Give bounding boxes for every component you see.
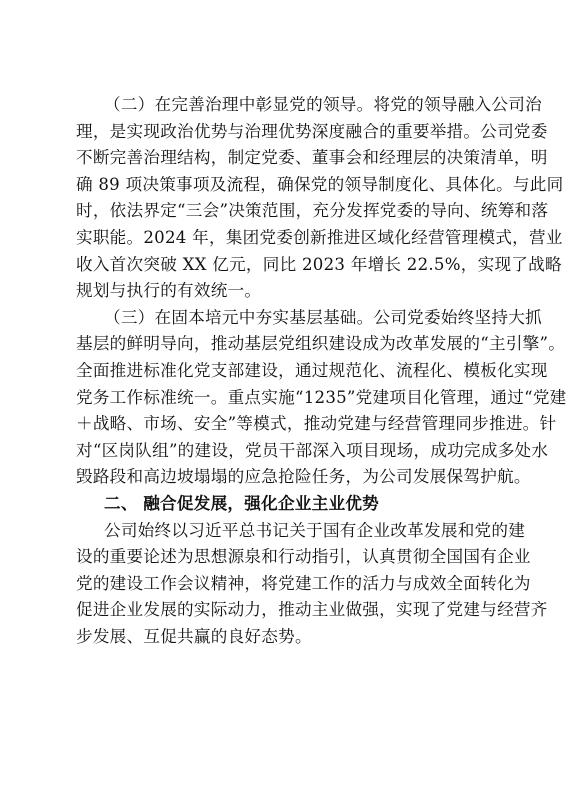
text-line: 对“区岗队组”的建设，党员干部深入项目现场，成功完成多处水 — [76, 440, 549, 460]
paragraph-grassroots — [76, 305, 567, 491]
text-line: 设的重要论述为思想源泉和行动指引，认真贯彻全国国有企业 — [76, 547, 531, 567]
text-line: 不断完善治理结构，制定党委、董事会和经理层的决策清单，明 — [76, 148, 548, 168]
paragraph-governance — [76, 92, 564, 305]
text-line: 全面推进标准化党支部建设，通过规范化、流程化、模板化实现 — [76, 360, 548, 380]
section-title: 融合促发展，强化企业主业优势 — [143, 493, 380, 513]
text-line: 促进企业发展的实际动力，推动主业做强，实现了党建与经营齐 — [76, 600, 548, 620]
text-line: 基层的鲜明导向，推动基层党组织建设成为改革发展的“主引擎”。 — [76, 334, 566, 354]
text-line: 毁路段和高边坡塌塌的应急抢险任务，为公司发展保驾护航。 — [76, 467, 531, 487]
document-body — [76, 92, 567, 650]
text-line: 确 89 项决策事项及流程，确保党的领导制度化、具体化。与此同 — [76, 174, 564, 194]
text-line: 步发展、互促共赢的良好态势。 — [76, 626, 312, 646]
text-line: 时，依法界定“三会”决策范围，充分发挥党委的导向、统筹和落 — [76, 201, 549, 221]
text-line: 收入首次突破 XX 亿元，同比 2023 年增长 22.5%，实现了战略 — [76, 254, 562, 274]
text-line: 实职能。2024 年，集团党委创新推进区域化经营管理模式，营业 — [76, 227, 563, 247]
text-line: ＋战略、市场、安全”等模式，推动党建与经营管理同步推进。针 — [76, 414, 557, 434]
text-line: （二）在完善治理中彰显党的领导。将党的领导融入公司治 — [104, 95, 542, 114]
text-line: 党的建设工作会议精神，将党建工作的活力与成效全面转化为 — [76, 573, 531, 593]
paragraph-closing — [76, 518, 548, 651]
text-line: （三）在固本培元中夯实基层基础。公司党委始终坚持大抓 — [104, 307, 542, 327]
text-line: 规划与执行的有效统一。 — [76, 281, 262, 301]
text-line: 理，是实现政治优势与治理优势深度融合的重要举措。公司党委 — [76, 121, 548, 141]
text-line: 党务工作标准统一。重点实施“1235”党建项目化管理，通过“党建 — [76, 387, 567, 407]
section-heading — [76, 491, 504, 518]
section-number: 二、 — [104, 493, 138, 513]
text-line: 公司始终以习近平总书记关于国有企业改革发展和党的建 — [104, 520, 526, 540]
